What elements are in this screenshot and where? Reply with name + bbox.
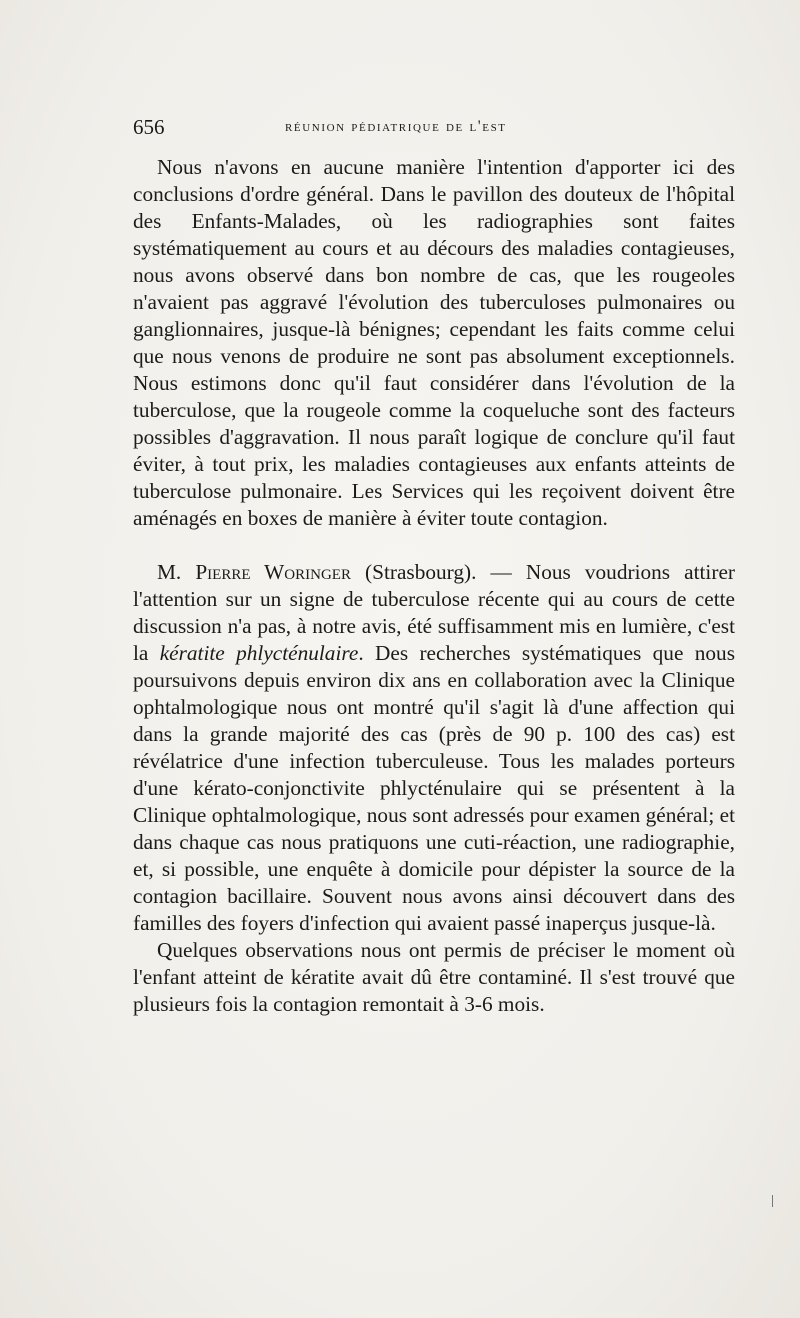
running-head: [133, 115, 735, 143]
page-number: 656: [133, 115, 165, 139]
emphasized-term: kératite phlycténulaire: [159, 641, 359, 665]
paragraph-woringer: [133, 559, 735, 937]
paragraph-conclusions: Nous n'avons en aucune manière l'intention d'apporter ici des conclusions d'ordre général. Dans le pavillon des douteux de l'hôpital des Enfants-Malades, où les radiographies sont faites systématiquement au cours et au décours des maladies contagieuses, nous avons observé dans bon nombre de cas, que les rougeoles n'avaient pas aggravé l'évolution des tuberculoses pulmonaires ou ganglionnaires, jusque-là bénignes; cependant les faits comme celui que nous venons de produire ne sont pas absolument exceptionnels. Nous estimons donc qu'il faut considérer dans l'évolution de la tuberculose, que la rougeole comme la coqueluche sont des facteurs possibles d'aggravation. Il nous paraît logique de conclure qu'il faut éviter, à tout prix, les maladies contagieuses aux enfants atteints de tuberculose pulmonaire. Les Services qui les reçoivent doivent être aménagés en boxes de manière à éviter toute contagion.: [133, 155, 735, 530]
speaker-place: (Strasbourg). —: [350, 560, 526, 584]
paragraph-gap: [133, 532, 735, 559]
intervention-text-end: . Des recherches systématiques que nous poursuivons depuis environ dix ans en collaboration avec la Clinique ophtalmologique nous ont montré qu'il s'agit là d'une affection qui dans la grande majorité des cas (près de 90 p. 100 des cas) est révélatrice d'une infection tuberculeuse. Tous les malades porteurs d'une kérato-conjonctivite phlycténulaire qui se présentent à la Clinique ophtalmologique, nous sont adressés pour examen général; et dans chaque cas nous pratiquons une cuti-réaction, une radiographie, et, si possible, une enquête à domicile pour dépister la source de la contagion bacillaire. Souvent nous avons ainsi découvert dans des familles des foyers d'infection qui avaient passé inaperçus jusque-là.: [133, 641, 735, 935]
speaker-name: M. Pierre Woringer: [157, 560, 351, 584]
running-title: réunion pédiatrique de l'est: [285, 118, 507, 135]
body-text: [133, 154, 735, 1018]
margin-mark: [772, 1195, 773, 1207]
paragraph-observations: Quelques observations nous ont permis de préciser le moment où l'enfant atteint de kératite avait dû être contaminé. Il s'est trouvé que plusieurs fois la contagion remontait à 3-6 mois.: [133, 938, 735, 1016]
intervention-text-start: Nous voudrions attirer l'attention sur un signe de tuberculose récente qui au cours de cette discussion n'a pas, à notre avis, été suffisamment mis en lumière, c'est la: [133, 560, 735, 665]
